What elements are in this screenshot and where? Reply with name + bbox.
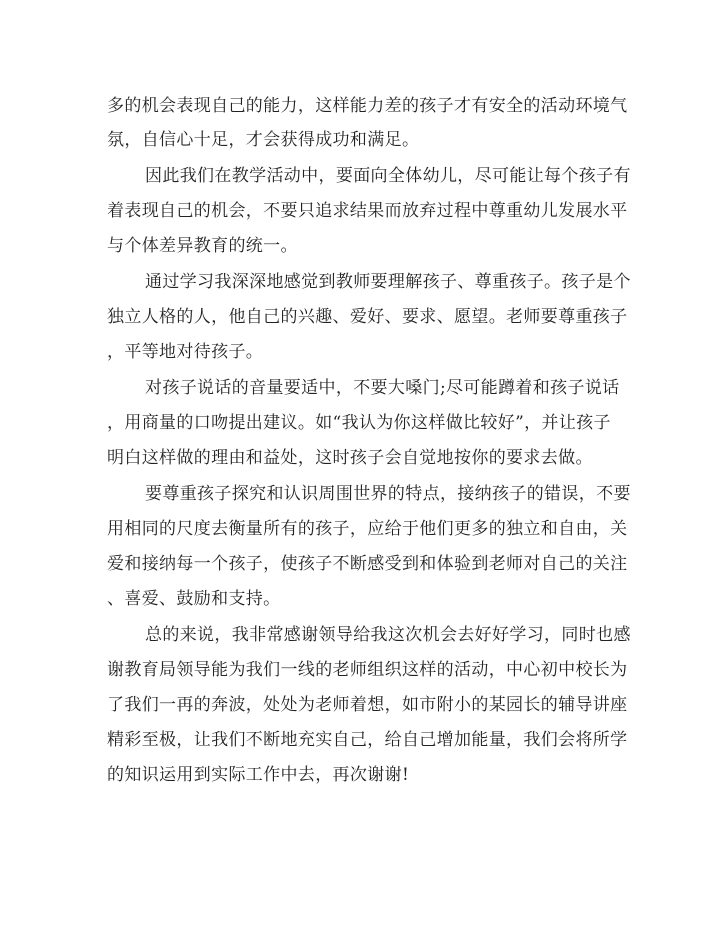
text-line-11: 明白这样做的理由和益处，这时孩子会自觉地按你的要求去做。 — [107, 448, 593, 468]
text-line-2: 氛，自信心十足，才会获得成功和满足。 — [107, 130, 420, 150]
text-line-5: 与个体差异教育的统一。 — [107, 236, 298, 256]
text-line-16: 总的来说，我非常感谢领导给我这次机会去好好学习，同时也感 — [145, 625, 631, 645]
text-line-15: 、喜爱、鼓励和支持。 — [107, 589, 281, 609]
text-line-7: 独立人格的人，他自己的兴趣、爱好、要求、愿望。老师要尊重孩子 — [107, 307, 628, 327]
text-line-19: 精彩至极，让我们不断地充实自己，给自己增加能量，我们会将所学 — [107, 730, 628, 750]
text-line-10: ，用商量的口吻提出建议。如“我认为你这样做比较好”，并让孩子 — [107, 413, 611, 433]
text-line-20: 的知识运用到实际工作中去，再次谢谢! — [107, 765, 410, 785]
text-line-12: 要尊重孩子探究和认识周围世界的特点，接纳孩子的错误，不要 — [145, 484, 631, 504]
text-line-13: 用相同的尺度去衡量所有的孩子，应给于他们更多的独立和自由，关 — [107, 519, 628, 539]
text-line-9: 对孩子说话的音量要适中，不要大嗓门;尽可能蹲着和孩子说话 — [145, 378, 620, 398]
text-line-17: 谢教育局领导能为我们一线的老师组织这样的活动，中心初中校长为 — [107, 660, 628, 680]
text-line-1: 多的机会表现自己的能力，这样能力差的孩子才有安全的活动环境气 — [107, 96, 628, 116]
text-line-3: 因此我们在教学活动中，要面向全体幼儿，尽可能让每个孩子有 — [145, 166, 631, 186]
text-line-6: 通过学习我深深地感觉到教师要理解孩子、尊重孩子。孩子是个 — [145, 272, 631, 292]
text-line-18: 了我们一再的奔波，处处为老师着想，如市附小的某园长的辅导讲座 — [107, 695, 628, 715]
text-line-4: 着表现自己的机会，不要只追求结果而放弃过程中尊重幼儿发展水平 — [107, 201, 628, 221]
text-line-14: 爱和接纳每一个孩子，使孩子不断感受到和体验到老师对自己的关注 — [107, 554, 628, 574]
text-line-8: ，平等地对待孩子。 — [107, 342, 264, 362]
